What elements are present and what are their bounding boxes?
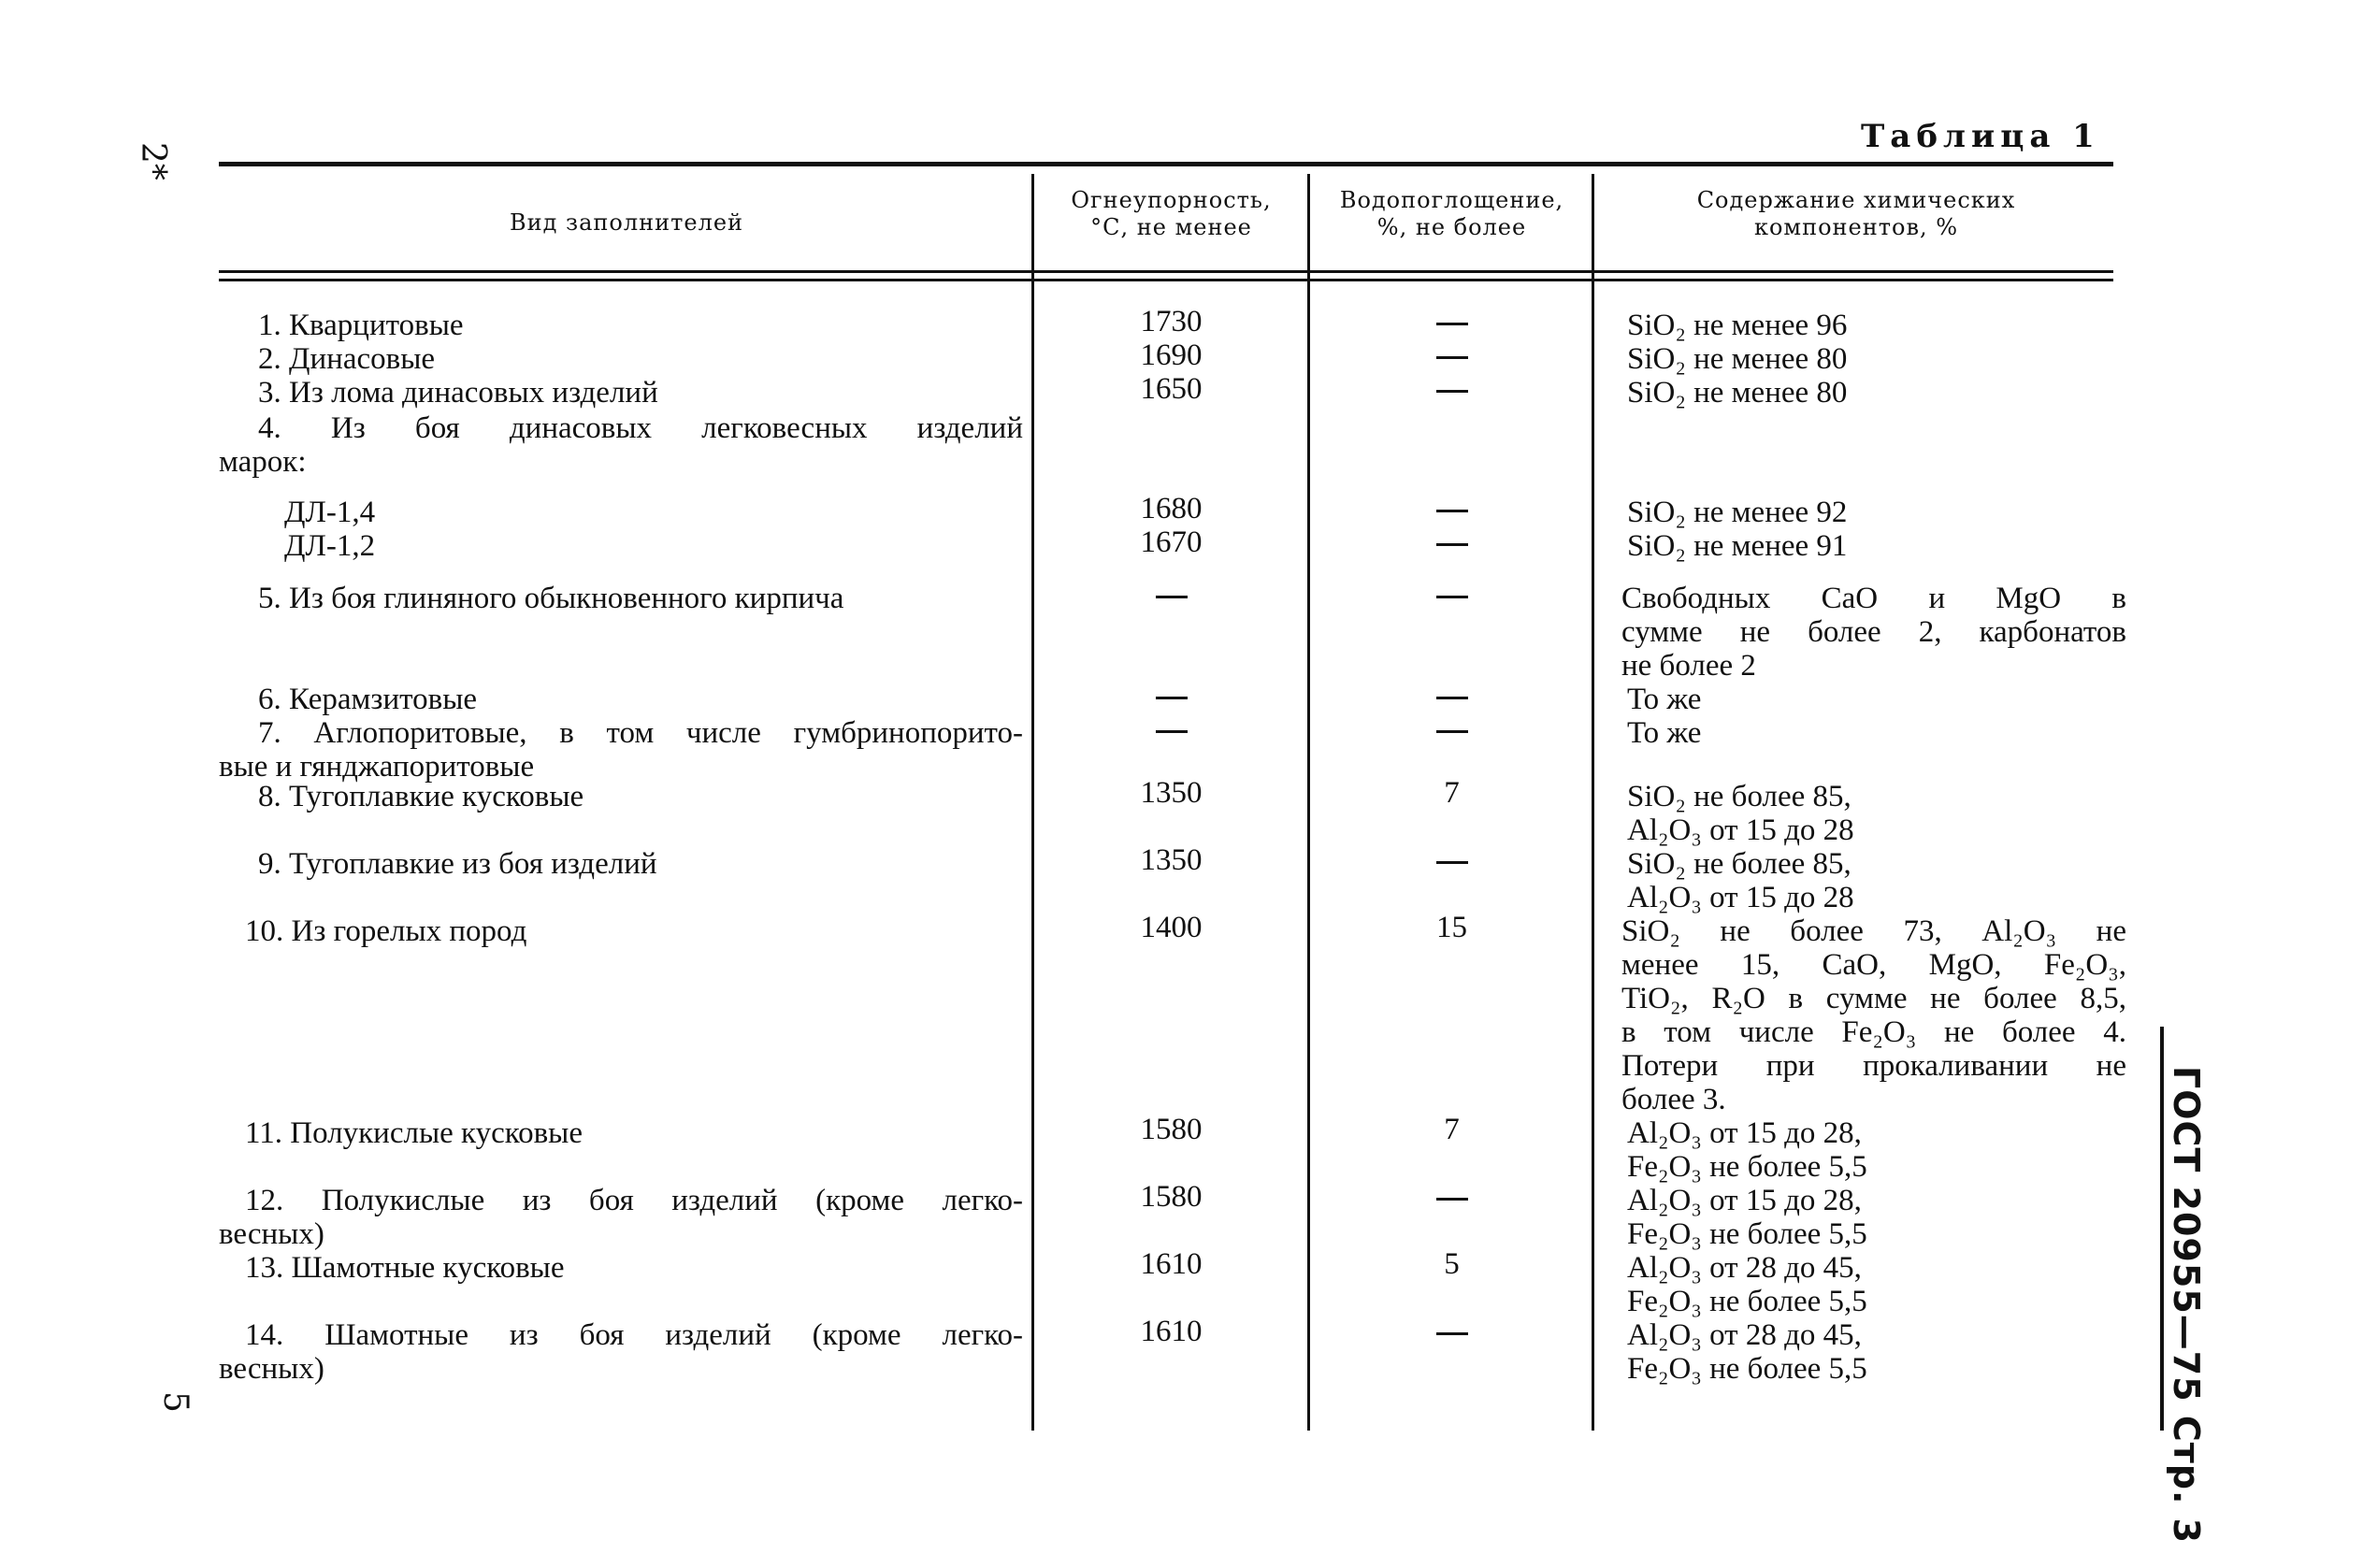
row-chemical-content [1627, 376, 2132, 410]
row-chemical-content [1627, 342, 2132, 376]
row-chemical-content [1627, 529, 2132, 563]
chemical-content-line: SiO₂ не более 73, Al₂O₃ не [1621, 914, 2126, 948]
row-water-absorption [1314, 525, 1590, 559]
chemical-content-line: SiO₂ не менее 91 [1627, 529, 1848, 563]
filler-type-line: 12. Полукислые из боя изделий (кроме легко- [245, 1184, 1023, 1217]
chemical-content-line: Fe₂O₃ не более 5,5 [1627, 1352, 1867, 1386]
chemical-content-line: SiO₂ не более 85, [1627, 847, 1851, 881]
chemical-content-line: Потери при прокаливании не [1621, 1049, 2126, 1083]
filler-type-line: 14. Шамотные из боя изделий (кроме легко- [245, 1318, 1023, 1352]
filler-type-line: 1. Кварцитовые [258, 309, 464, 342]
chemical-content-line: SiO₂ не менее 92 [1627, 496, 1848, 529]
chemical-content-line: Al₂O₃ от 15 до 28 [1627, 813, 1854, 847]
row-chemical-content [1627, 716, 2132, 750]
chemical-content-line: SiO₂ не менее 80 [1627, 376, 1848, 410]
row-chemical-content [1627, 1184, 2132, 1251]
dash-mark [1156, 730, 1188, 733]
row-chemical-content [1627, 496, 2132, 529]
filler-type-line: 6. Керамзитовые [258, 683, 478, 716]
chemical-content-line: То же [1627, 683, 1702, 716]
column-divider [1592, 174, 1594, 1431]
filler-type-line: 8. Тугоплавкие кусковые [258, 780, 584, 813]
row-filler-type [219, 1318, 1023, 1386]
side-label-rule [2160, 1027, 2164, 1431]
header-refractoriness: Огнеупорность, °С, не менее [1071, 187, 1272, 240]
row-water-absorption [1314, 1315, 1590, 1348]
row-filler-type [219, 914, 1023, 948]
row-filler-type [219, 1184, 1023, 1251]
row-filler-type [219, 411, 1023, 479]
row-chemical-content [1627, 1251, 2132, 1318]
row-filler-type [219, 1116, 1023, 1150]
filler-type-line: 11. Полукислые кусковые [245, 1116, 583, 1150]
chemical-content-line: SiO₂ не менее 96 [1627, 309, 1848, 342]
dash-mark [1436, 596, 1468, 598]
dash-mark [1436, 543, 1468, 546]
filler-type-line: ДЛ-1,4 [284, 496, 376, 529]
dash-mark [1436, 697, 1468, 699]
row-refractoriness: 1580 [1140, 1113, 1203, 1146]
row-water-absorption [1314, 679, 1590, 712]
row-refractoriness [1038, 712, 1304, 746]
filler-type-line: 10. Из горелых пород [245, 914, 527, 948]
chemical-content-line: не более 2 [1621, 649, 1756, 683]
row-filler-type [219, 1251, 1023, 1285]
chemical-content-line: сумме не более 2, карбонатов [1621, 615, 2126, 649]
header-water-absorption: Водопоглощение, %, не более [1339, 187, 1564, 240]
row-refractoriness: 1690 [1140, 338, 1203, 372]
table-top-rule [219, 162, 2113, 166]
row-refractoriness: 1610 [1140, 1315, 1203, 1348]
row-water-absorption [1314, 712, 1590, 746]
row-filler-type [219, 780, 1023, 813]
row-refractoriness: 1730 [1140, 305, 1203, 338]
row-refractoriness [1038, 578, 1304, 611]
chemical-content-line: Fe₂O₃ не более 5,5 [1627, 1285, 1867, 1318]
row-chemical-content [1627, 683, 2132, 716]
row-filler-type [219, 376, 1023, 410]
row-refractoriness: 1650 [1140, 372, 1203, 406]
row-refractoriness: 1680 [1140, 492, 1203, 525]
row-water-absorption [1314, 492, 1590, 525]
row-filler-type [219, 683, 1023, 716]
row-filler-type [219, 529, 1023, 563]
chemical-content-line: Al₂O₃ от 15 до 28 [1627, 881, 1854, 914]
chemical-content-line: в том числе Fe₂O₃ не более 4. [1621, 1015, 2126, 1049]
filler-type-line: 9. Тугоплавкие из боя изделий [258, 847, 657, 881]
chemical-content-line: более 3. [1621, 1083, 1726, 1116]
row-chemical-content [1627, 847, 2132, 914]
row-filler-type [219, 496, 1023, 529]
row-refractoriness: 1400 [1140, 911, 1203, 944]
row-water-absorption [1314, 1180, 1590, 1214]
row-water-absorption [1314, 305, 1590, 338]
dash-mark [1436, 1332, 1468, 1335]
chemical-content-line: Al₂O₃ от 28 до 45, [1627, 1251, 1862, 1285]
column-divider [1031, 174, 1034, 1431]
chemical-content-line: Al₂O₃ от 15 до 28, [1627, 1184, 1862, 1217]
chemical-content-line: Fe₂O₃ не более 5,5 [1627, 1217, 1867, 1251]
filler-type-line: 2. Динасовые [258, 342, 436, 376]
row-water-absorption: 7 [1444, 1113, 1460, 1146]
row-water-absorption [1314, 338, 1590, 372]
dash-mark [1436, 323, 1468, 325]
filler-type-line: 5. Из боя глиняного обыкновенного кирпича [258, 582, 844, 615]
filler-type-line: 7. Аглопоритовые, в том числе гумбринопорито- [258, 716, 1023, 750]
filler-type-line: вые и гянджапоритовые [219, 750, 535, 784]
dash-mark [1156, 697, 1188, 699]
header-chemistry: Содержание химических компонентов, % [1696, 187, 2016, 240]
chemical-content-line: SiO₂ не менее 80 [1627, 342, 1848, 376]
filler-type-line: марок: [219, 445, 307, 479]
row-chemical-content [1627, 1318, 2132, 1386]
chemical-content-line: Свободных CaO и MgO в [1621, 582, 2126, 615]
dash-mark [1436, 510, 1468, 512]
chemical-content-line: менее 15, CaO, MgO, Fe₂O₃, [1621, 948, 2126, 982]
row-water-absorption [1314, 372, 1590, 406]
table-caption: Таблица 1 [1861, 118, 2100, 155]
dash-mark [1436, 1198, 1468, 1201]
chemical-content-line: Al₂O₃ от 15 до 28, [1627, 1116, 1862, 1150]
dash-mark [1436, 356, 1468, 359]
filler-type-line: 13. Шамотные кусковые [245, 1251, 565, 1285]
header-rule-double [219, 279, 2113, 281]
column-divider [1307, 174, 1310, 1431]
row-refractoriness: 1610 [1140, 1247, 1203, 1281]
header-rule [219, 270, 2113, 273]
row-chemical-content [1621, 582, 2126, 683]
dash-mark [1436, 390, 1468, 393]
dash-mark [1436, 861, 1468, 864]
row-refractoriness: 1350 [1140, 843, 1203, 877]
header-type: Вид заполнителей [509, 209, 744, 236]
margin-mark-top: 2* [134, 142, 172, 180]
row-filler-type [219, 716, 1023, 784]
chemical-content-line: Al₂O₃ от 28 до 45, [1627, 1318, 1862, 1352]
chemical-content-line: То же [1627, 716, 1702, 750]
row-water-absorption [1314, 843, 1590, 877]
chemical-content-line: Fe₂O₃ не более 5,5 [1627, 1150, 1867, 1184]
row-filler-type [219, 847, 1023, 881]
row-water-absorption: 5 [1444, 1247, 1460, 1281]
row-refractoriness: 1670 [1140, 525, 1203, 559]
filler-type-line: 3. Из лома динасовых изделий [258, 376, 658, 410]
row-water-absorption [1314, 578, 1590, 611]
row-refractoriness: 1350 [1140, 776, 1203, 810]
row-filler-type [219, 582, 1023, 615]
filler-type-line: весных) [219, 1352, 324, 1386]
dash-mark [1436, 730, 1468, 733]
row-chemical-content [1627, 309, 2132, 342]
row-water-absorption: 15 [1436, 911, 1467, 944]
row-chemical-content [1627, 1116, 2132, 1184]
dash-mark [1156, 596, 1188, 598]
row-filler-type [219, 342, 1023, 376]
row-filler-type [219, 309, 1023, 342]
row-water-absorption: 7 [1444, 776, 1460, 810]
row-chemical-content [1621, 914, 2126, 1116]
margin-mark-bottom: 5 [156, 1391, 195, 1413]
filler-type-line: 4. Из боя динасовых легковесных изделий [258, 411, 1023, 445]
row-chemical-content [1627, 780, 2132, 847]
row-refractoriness [1038, 679, 1304, 712]
chemical-content-line: SiO₂ не более 85, [1627, 780, 1851, 813]
chemical-content-line: TiO₂, R₂O в сумме не более 8,5, [1621, 982, 2126, 1015]
filler-type-line: ДЛ-1,2 [284, 529, 376, 563]
filler-type-line: весных) [219, 1217, 324, 1251]
standard-page-label: ГОСТ 20955—75 Стр. 3 [2166, 1066, 2207, 1545]
row-refractoriness: 1580 [1140, 1180, 1203, 1214]
